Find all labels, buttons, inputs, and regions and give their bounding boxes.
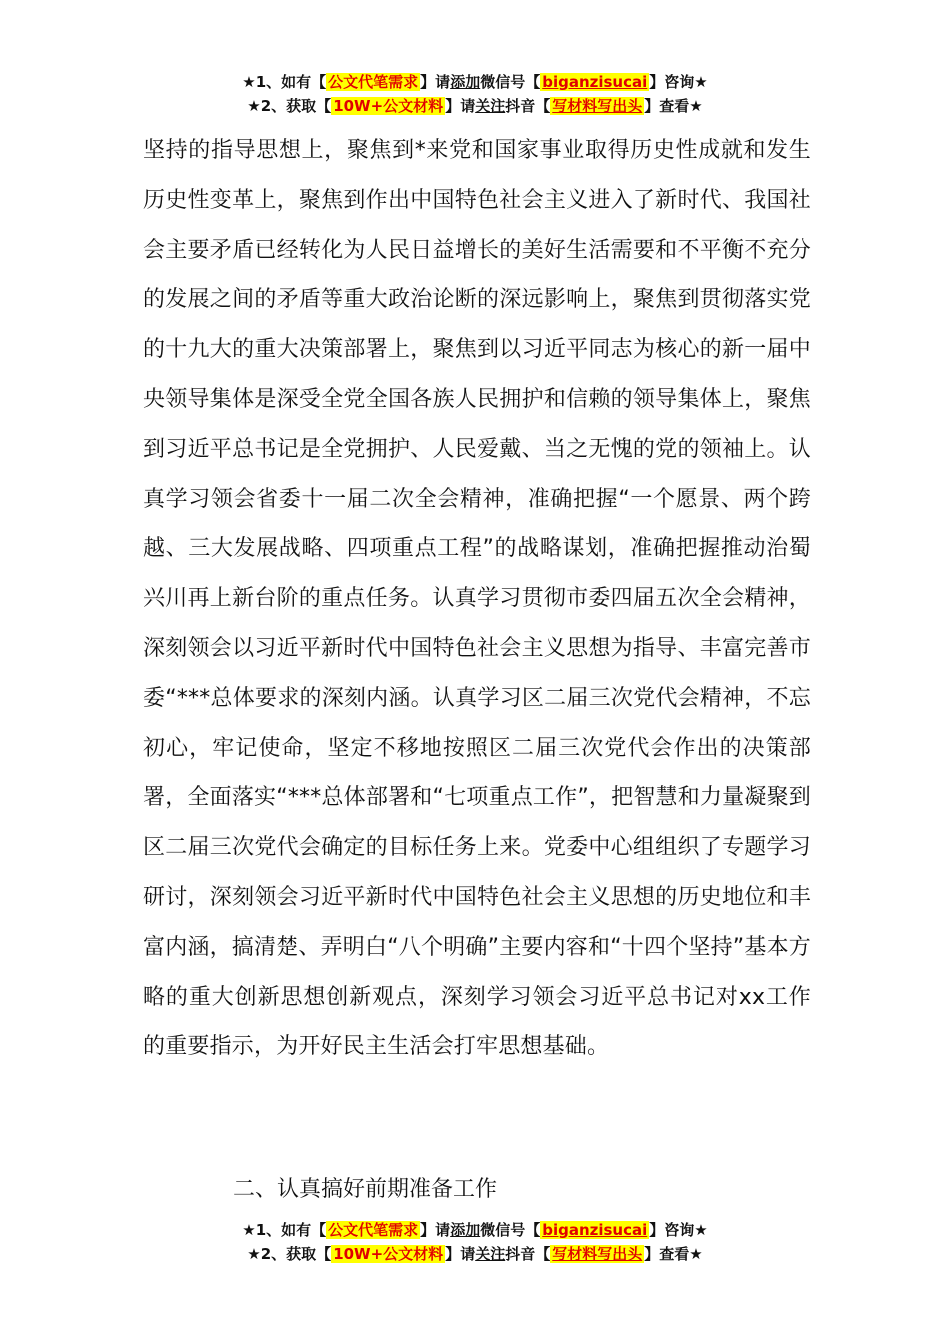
banner-line-2 [0, 94, 950, 118]
banner-wechat-id: biganzisucai [542, 73, 648, 91]
banner-text: ★2、获取【 [247, 97, 332, 115]
banner-wechat-id: biganzisucai [542, 1221, 648, 1239]
banner-text: 】请 [420, 1221, 451, 1239]
banner-line-1 [0, 1218, 950, 1242]
document-body [143, 126, 811, 1072]
banner-text: 】查看★ [644, 1245, 703, 1263]
banner-douyin-id: 写材料写出头 [552, 1245, 643, 1263]
banner-highlight: 10W+公文材料 [333, 1245, 444, 1263]
banner-highlight: 公文代笔需求 [328, 1221, 419, 1239]
banner-text: ★1、如有【 [242, 1221, 327, 1239]
banner-text: ★1、如有【 [242, 73, 327, 91]
banner-text: 】咨询★ [649, 1221, 708, 1239]
banner-text: 】查看★ [644, 97, 703, 115]
header-banner [0, 70, 950, 118]
banner-text: 微信号【 [480, 73, 541, 91]
banner-underline: 关注 [475, 1245, 506, 1263]
banner-text: 】请 [445, 1245, 476, 1263]
banner-text: 抖音【 [505, 1245, 551, 1263]
section-heading: 二、认真搞好前期准备工作 [233, 1177, 498, 1202]
banner-underline: 关注 [475, 97, 506, 115]
banner-highlight: 公文代笔需求 [328, 73, 419, 91]
banner-text: 微信号【 [480, 1221, 541, 1239]
banner-line-2 [0, 1242, 950, 1266]
banner-text: 抖音【 [505, 97, 551, 115]
banner-underline: 添加 [450, 73, 481, 91]
banner-highlight: 10W+公文材料 [333, 97, 444, 115]
banner-douyin-id: 写材料写出头 [552, 97, 643, 115]
body-paragraph: 坚持的指导思想上，聚焦到*来党和国家事业取得历史性成就和发生历史性变革上，聚焦到作出中国特色社会主义进入了新时代、我国社会主要矛盾已经转化为人民日益增长的美好生活需要和不平衡不充分的发展之间的矛盾等重大政治论断的深远影响上，聚焦到贯彻落实党的十九大的重大决策部署上，聚焦到以习近平同志为核心的新一届中央领导集体是深受全党全国各族人民拥护和信赖的领导集体上，聚焦到习近平总书记是全党拥护、人民爱戴、当之无愧的党的领袖上。认真学习领会省委十一届二次全会精神，准确把握“一个愿景、两个跨越、三大发展战略、四项重点工程”的战略谋划，准确把握推动治蜀兴川再上新台阶的重点任务。认真学习贯彻市委四届五次全会精神，深刻领会以习近平新时代中国特色社会主义思想为指导、丰富完善市委“***总体要求的深刻内涵。认真学习区二届三次党代会精神，不忘初心，牢记使命，坚定不移地按照区二届三次党代会作出的决策部署，全面落实“***总体部署和“七项重点工作”，把智慧和力量凝聚到区二届三次党代会确定的目标任务上来。党委中心组组织了专题学习研讨，深刻领会习近平新时代中国特色社会主义思想的历史地位和丰富内涵，搞清楚、弄明白“八个明确”主要内容和“十四个坚持”基本方略的重大创新思想创新观点，深刻学习领会习近平总书记对xx工作的重要指示，为开好民主生活会打牢思想基础。 [143, 138, 811, 1060]
banner-underline: 添加 [450, 1221, 481, 1239]
banner-text: 】请 [420, 73, 451, 91]
banner-text: 】咨询★ [649, 73, 708, 91]
banner-line-1 [0, 70, 950, 94]
banner-text: 】请 [445, 97, 476, 115]
banner-text: ★2、获取【 [247, 1245, 332, 1263]
footer-banner [0, 1218, 950, 1266]
